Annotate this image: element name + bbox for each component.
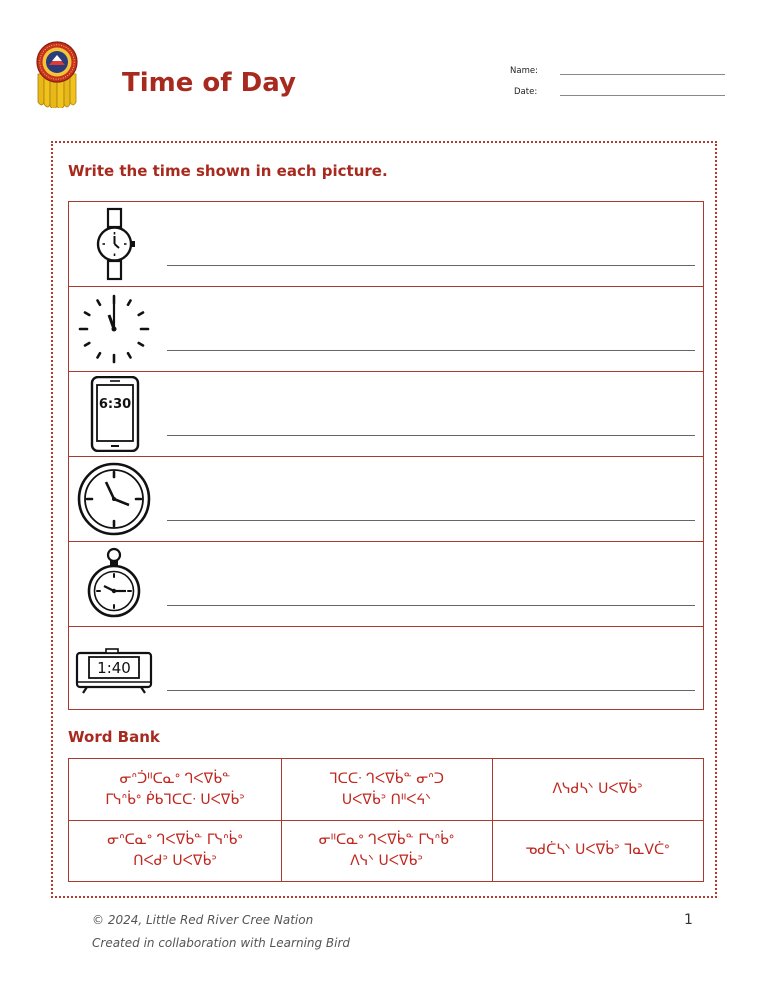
word-bank-heading: Word Bank — [68, 728, 160, 746]
phone-icon — [75, 376, 153, 452]
word-bank-cell — [281, 820, 492, 881]
word-bank-cell — [281, 759, 492, 820]
word-bank-cell — [492, 759, 703, 820]
word-bank-cell — [492, 820, 703, 881]
word-bank-entry-line: ᓂᐦᑕᓇᐤ ᒉᐸᐁᑳᓐ ᒥᓭᐢᑳᐤ — [318, 831, 455, 848]
exercise-row — [69, 287, 703, 372]
name-field[interactable] — [560, 74, 725, 75]
word-bank-entry-line: ᒥᓭᐢᑳᐤ ᑮᑲᒣᑕᑕᐧ ᑌᐸᐁᑳᐣ — [105, 791, 245, 808]
page-number: 1 — [684, 912, 693, 928]
stopwatch-icon — [75, 546, 153, 622]
digital-clock-icon — [75, 631, 153, 707]
answer-line[interactable] — [167, 690, 695, 691]
word-bank-entry-line: ᓀᑯᑖᓴᐠ ᑌᐸᐁᑳᐣ ᒣᓇᐯᑖᐤ — [525, 842, 670, 858]
exercise-row — [69, 542, 703, 627]
word-bank-entry-line: ᒣᑕᑕᐧ ᒉᐸᐁᑳᓐ ᓂᐢᑐ — [329, 770, 444, 787]
phone-time-label: 6:30 — [98, 397, 132, 412]
answer-line[interactable] — [167, 265, 695, 266]
time-exercise-table — [68, 201, 704, 710]
word-bank-cell — [69, 759, 281, 820]
word-bank-entry-line: ᓂᐢᑑᐦᑕᓇᐤ ᒉᐸᐁᑳᓐ — [119, 770, 231, 787]
date-field[interactable] — [560, 95, 725, 96]
word-bank-entry-line: ᓂᐢᑕᓇᐤ ᒉᐸᐁᑳᓐ ᒥᓭᐢᑳᐤ — [107, 831, 243, 848]
exercise-row — [69, 627, 703, 712]
clock-face-icon — [75, 291, 153, 367]
exercise-row — [69, 372, 703, 457]
digital-clock-time-label: 1:40 — [97, 659, 131, 677]
nation-logo — [30, 40, 84, 108]
wall-clock-icon — [75, 461, 153, 537]
exercise-row — [69, 457, 703, 542]
page-title: Time of Day — [122, 68, 296, 98]
word-bank-entry-line: ᑎᐸᑯᐣ ᑌᐸᐁᑳᐣ — [133, 852, 217, 869]
name-label: Name: — [510, 66, 538, 76]
exercise-row — [69, 202, 703, 287]
credit-text: Created in collaboration with Learning Bird — [92, 936, 351, 950]
answer-line[interactable] — [167, 605, 695, 606]
instructions-heading: Write the time shown in each picture. — [68, 162, 388, 180]
word-bank-cell — [69, 820, 281, 881]
date-label: Date: — [514, 87, 538, 97]
answer-line[interactable] — [167, 350, 695, 351]
word-bank-entry-line: ᐱᓭᑯᓴᐠ ᑌᐸᐁᑳᐣ — [552, 781, 643, 797]
answer-line[interactable] — [167, 520, 695, 521]
word-bank-table — [68, 758, 704, 882]
wristwatch-icon — [75, 206, 153, 282]
word-bank-entry-line: ᐱᓭᐠ ᑌᐸᐁᑳᐣ — [350, 852, 423, 869]
copyright-text: © 2024, Little Red River Cree Nation — [92, 913, 314, 927]
answer-line[interactable] — [167, 435, 695, 436]
word-bank-entry-line: ᑌᐸᐁᑳᐣ ᑎᐦᐸᔦᐠ — [341, 791, 432, 808]
